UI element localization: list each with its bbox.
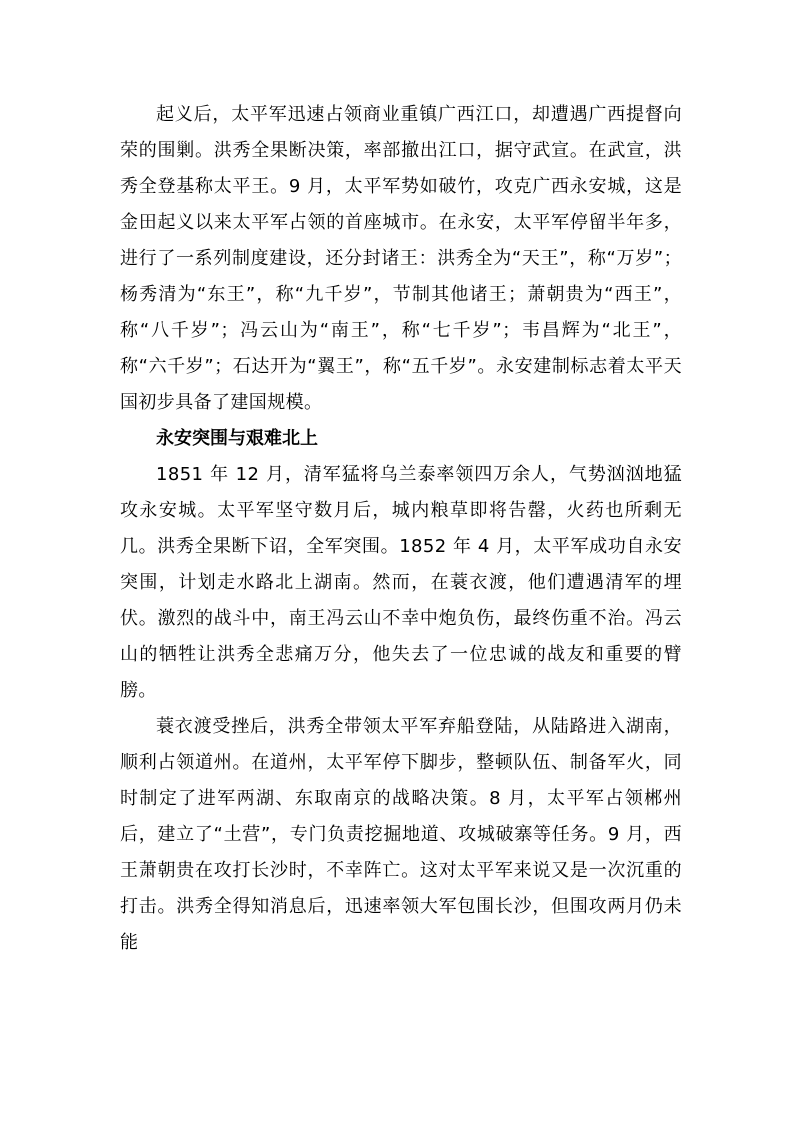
paragraph-yongan-breakout: 1851 年 12 月，清军猛将乌兰泰率领四万余人，气势汹汹地猛攻永安城。太平军坚守数月后，城内粮草即将告罄，火药也所剩无几。洪秀全果断下诏，全军突围。1852 年 4 月，太平军成功自永安突围，计划走水路北上湖南。然而，在蓑衣渡，他们遭遇清军的埋伏。激烈的战斗中，南王冯云山不幸中炮负伤，最终伤重不治。冯云山的牺牲让洪秀全悲痛万分，他失去了一位忠诚的战友和重要的臂膀。 [120, 464, 682, 701]
paragraph-march-north: 蓑衣渡受挫后，洪秀全带领太平军弃船登陆，从陆路进入湖南，顺利占领道州。在道州，太平军停下脚步，整顿队伍、制备军火，同时制定了进军两湖、东取南京的战略决策。8 月，太平军占领郴州后，建立了“土营”，专门负责挖掘地道、攻城破寨等任务。9 月，西王萧朝贵在攻打长沙时，不幸阵亡。这对太平军来说又是一次沉重的打击。洪秀全得知消息后，迅速率领大军包围长沙，但围攻两月仍未能 [120, 716, 682, 953]
section-heading: 永安突围与艰难北上 [156, 428, 318, 449]
document-page [120, 97, 682, 961]
paragraph-yongan-establishment: 起义后，太平军迅速占领商业重镇广西江口，却遭遇广西提督向荣的围剿。洪秀全果断决策，率部撤出江口，据守武宣。在武宣，洪秀全登基称太平王。9 月，太平军势如破竹，攻克广西永安城，这是金田起义以来太平军占领的首座城市。在永安，太平军停留半年多，进行了一系列制度建设，还分封诸王：洪秀全为“天王”，称“万岁”；杨秀清为“东王”，称“九千岁”，节制其他诸王；萧朝贵为“西王”，称“八千岁”；冯云山为“南王”，称“七千岁”；韦昌辉为“北王”，称“六千岁”；石达开为“翼王”，称“五千岁”。永安建制标志着太平天国初步具备了建国规模。 [120, 104, 682, 413]
